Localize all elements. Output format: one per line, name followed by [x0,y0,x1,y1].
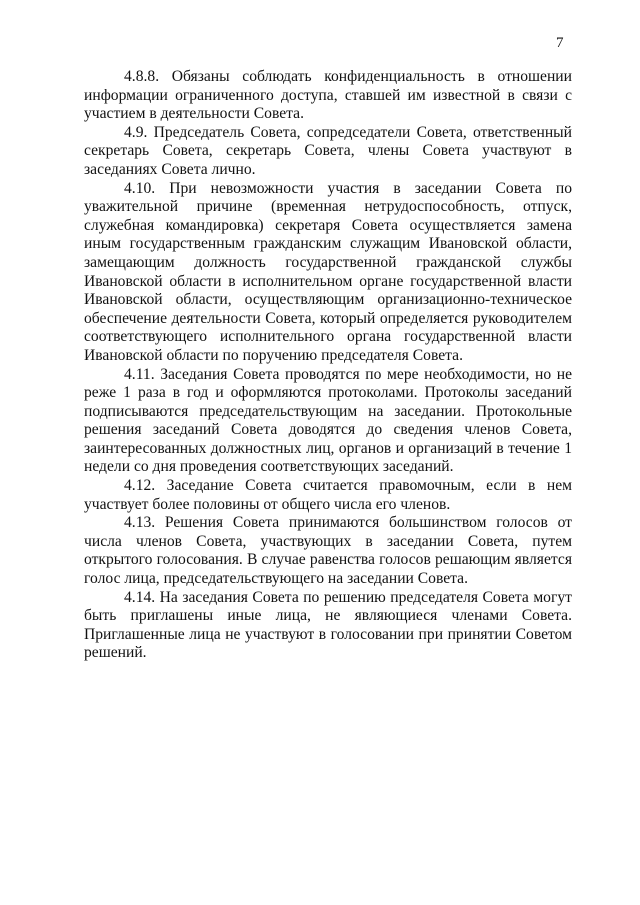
page-number: 7 [556,35,564,51]
document-body [84,68,572,663]
paragraph-4-14: 4.14. На заседания Совета по решению председателя Совета могут быть приглашены иные лица, не являющиеся членами Совета. Приглашенные лица не участвуют в голосовании при принятии Советом решений. [84,588,572,662]
paragraph-4-12: 4.12. Заседание Совета считается правомочным, если в нем участвует более половины от общего числа его членов. [84,477,572,513]
paragraph-4-13: 4.13. Решения Совета принимаются большинством голосов от числа членов Совета, участвующих в заседании Совета, путем открытого голосования. В случае равенства голосов решающим является голос лица, председательствующего на заседании Совета. [84,514,572,588]
paragraph-4-11: 4.11. Заседания Совета проводятся по мере необходимости, но не реже 1 раза в год и оформляются протоколами. Протоколы заседаний подписываются председательствующим на заседании. Протокольные решения заседаний Совета доводятся до сведения членов Совета, заинтересованных должностных лиц, органов и организаций в течение 1 недели со дня проведения соответствующих заседаний. [84,365,572,476]
paragraph-4-8-8: 4.8.8. Обязаны соблюдать конфиденциальность в отношении информации ограниченного доступа, ставшей им известной в связи с участием в деятельности Совета. [84,68,572,123]
paragraph-4-10: 4.10. При невозможности участия в заседании Совета по уважительной причине (временная нетрудоспособность, отпуск, служебная командировка) секретаря Совета осуществляется замена иным государственным гражданским служащим Ивановской области, замещающим должность государственной гражданской службы Ивановской области в исполнительном органе государственной власти Ивановской области, осуществляющим организационно-техническое обеспечение деятельности Совета, который определяется руководителем соответствующего исполнительного органа государственной власти Ивановской области по поручению председателя Совета. [84,179,572,364]
paragraph-4-9: 4.9. Председатель Совета, сопредседатели Совета, ответственный секретарь Совета, секретарь Совета, члены Совета участвуют в заседаниях Совета лично. [84,123,572,178]
